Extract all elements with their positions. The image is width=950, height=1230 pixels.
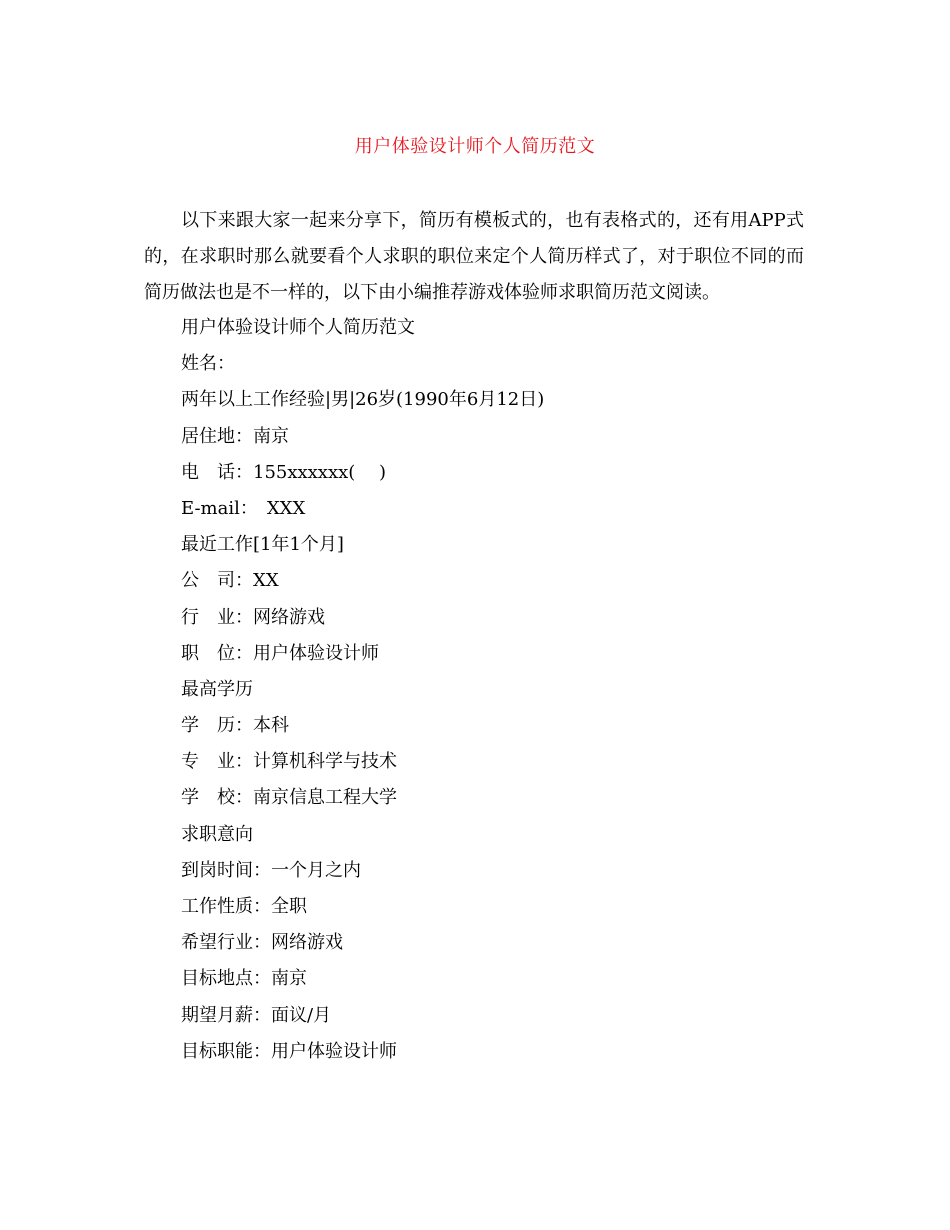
intro-paragraph: 以下来跟大家一起来分享下，简历有模板式的，也有表格式的，还有用APP式的，在求职时那么就要看个人求职的职位来定个人简历样式了，对于职位不同的而简历做法也是不一样的，以下由小编推荐游戏体验师求职简历范文阅读。 — [144, 210, 804, 303]
section-job-intention: 求职意向 — [181, 823, 253, 845]
resume-line-start-time: 到岗时间：一个月之内 — [181, 859, 361, 881]
resume-line-position: 职 位：用户体验设计师 — [181, 642, 379, 664]
resume-line-industry: 行 业：网络游戏 — [181, 606, 325, 628]
resume-lines — [181, 310, 801, 1070]
resume-line-phone: 电 话：155xxxxxx( ) — [181, 461, 387, 483]
resume-line-degree: 学 历：本科 — [181, 715, 289, 737]
resume-line-job-type: 工作性质：全职 — [181, 896, 307, 917]
resume-line-desired-industry: 希望行业：网络游戏 — [181, 932, 343, 954]
resume-line-target-location: 目标地点：南京 — [181, 968, 307, 990]
resume-heading: 用户体验设计师个人简历范文 — [181, 317, 415, 338]
resume-line-name: 姓名： — [181, 353, 235, 375]
resume-line-company: 公 司：XX — [181, 570, 279, 592]
resume-line-expected-salary: 期望月薪：面议/月 — [181, 1004, 332, 1026]
document-title: 用户体验设计师个人简历范文 — [354, 136, 596, 157]
resume-line-school: 学 校：南京信息工程大学 — [181, 787, 397, 809]
resume-line-residence: 居住地：南京 — [181, 425, 289, 447]
resume-line-summary: 两年以上工作经验|男|26岁(1990年6月12日) — [181, 389, 545, 411]
resume-line-target-role: 目标职能：用户体验设计师 — [181, 1040, 397, 1062]
resume-line-major: 专 业：计算机科学与技术 — [181, 751, 397, 773]
resume-line-email: E-mail： XXX — [181, 497, 306, 519]
section-recent-work: 最近工作[1年1个月] — [181, 534, 344, 556]
section-education: 最高学历 — [181, 678, 253, 700]
